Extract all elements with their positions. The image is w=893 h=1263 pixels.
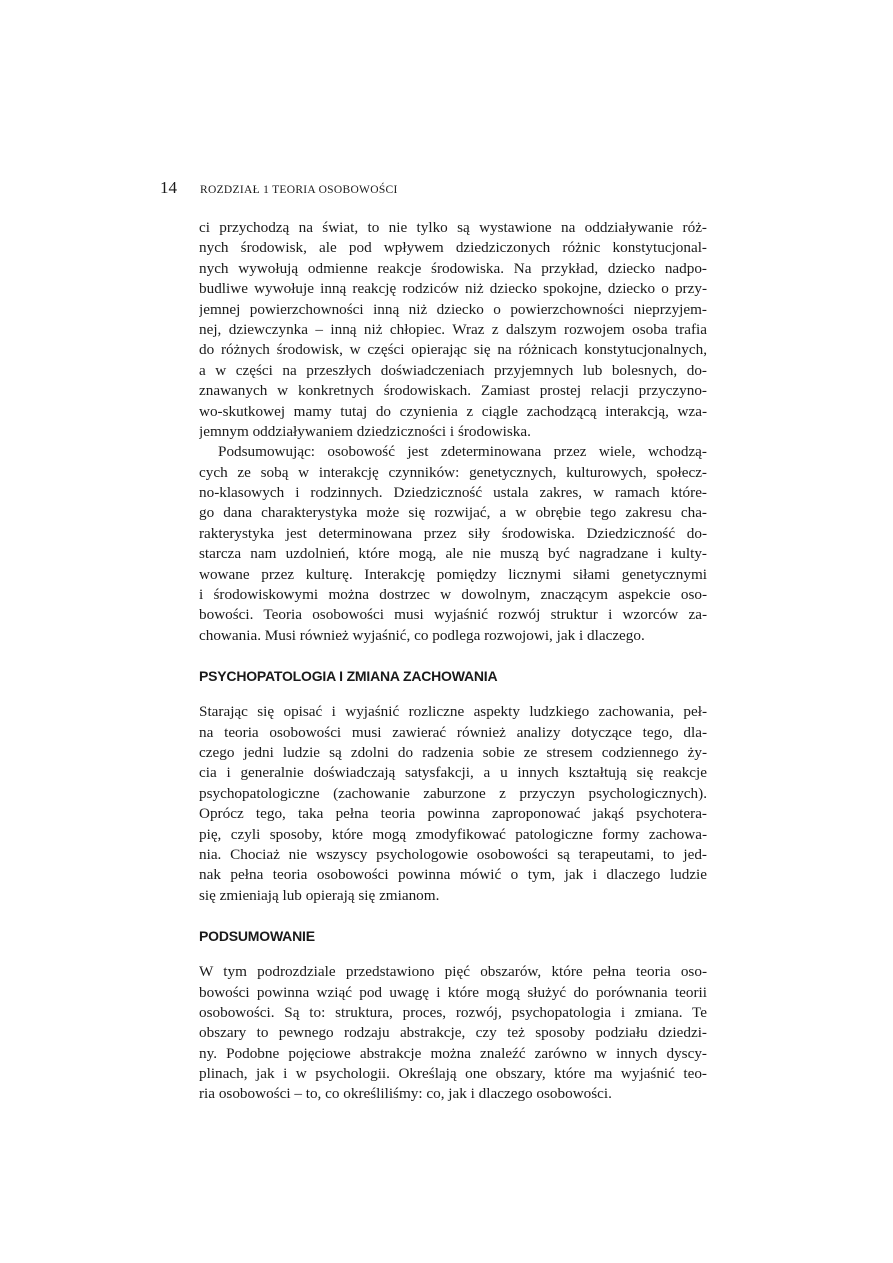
paragraph-intro [199, 218, 707, 442]
text-line: nia. Chociaż nie wszyscy psychologowie osobowości są terapeutami, to jed- [199, 845, 707, 863]
text-line: cia i generalnie doświadczają satysfakcji, a u innych kształtują się reakcje [199, 764, 707, 782]
text-line: Starając się opisać i wyjaśnić rozliczne aspekty ludzkiego zachowania, peł- [199, 703, 707, 721]
text-line: jemnym oddziaływaniem dziedziczności i środowiska. [199, 422, 531, 440]
text-line: nej, dziewczynka – inną niż chłopiec. Wraz z dalszym rozwojem osoba trafia [199, 320, 707, 338]
text-line: na teoria osobowości musi zawierać również analizy dotyczące tego, dla- [199, 723, 707, 741]
text-line: bowości powinna wziąć pod uwagę i które mogą służyć do porównania teorii [199, 983, 707, 1001]
text-line: bowości. Teoria osobowości musi wyjaśnić rozwój struktur i wzorców za- [199, 606, 707, 624]
text-line: chowania. Musi również wyjaśnić, co podlega rozwojowi, jak i dlaczego. [199, 626, 645, 644]
text-line: go dana charakterystyka może się rozwijać, a w obrębie tego zakresu cha- [199, 504, 707, 522]
running-head: ROZDZIAŁ 1 TEORIA OSOBOWOŚCI [200, 184, 398, 196]
text-line: osobowości. Są to: struktura, proces, rozwój, psychopatologia i zmiana. Te [199, 1003, 707, 1021]
paragraph-summary [199, 962, 707, 1105]
text-line: starcza nam uzdolnień, które mogą, ale nie muszą być nagradzane i kulty- [199, 545, 707, 563]
text-line: W tym podrozdziale przedstawiono pięć obszarów, które pełna teoria oso- [199, 963, 707, 981]
text-line: cych ze sobą w interakcję czynników: genetycznych, kulturowych, społecz- [199, 463, 707, 481]
text-line: i środowiskowymi można dostrzec w dowolnym, znaczącym aspekcie oso- [199, 586, 707, 604]
text-line: budliwe wywołuje inną reakcję rodziców niż dziecko spokojne, dziecko o przy- [199, 280, 707, 298]
text-line: no-klasowych i rodzinnych. Dziedziczność ustala zakres, w ramach które- [199, 484, 707, 502]
text-line: wowane przez kulturę. Interakcję pomiędzy licznymi siłami genetycznymi [199, 565, 707, 583]
paragraph-psychopathology [199, 702, 707, 906]
text-line: ria osobowości – to, co określiliśmy: co, jak i dlaczego osobowości. [199, 1085, 612, 1103]
page-number: 14 [160, 178, 177, 197]
text-line: czego jedni ludzie są zdolni do radzenia sobie ze stresem codziennego ży- [199, 743, 707, 761]
text-line: się zmieniają lub opierają się zmianom. [199, 886, 440, 904]
text-line: pię, czyli sposoby, które mogą zmodyfikować patologiczne formy zachowa- [199, 825, 707, 843]
text-line: do różnych środowisk, w części opierając się na różnicach konstytucjonalnych, [199, 341, 707, 359]
page-header [160, 178, 398, 198]
text-line: ny. Podobne pojęciowe abstrakcje można znaleźć zarówno w innych dyscy- [199, 1044, 707, 1062]
text-line: a w części na przeszłych doświadczeniach przyjemnych lub bolesnych, do- [199, 361, 707, 379]
page-content [199, 218, 707, 1105]
text-line: znawanych w konkretnych środowiskach. Zamiast prostej relacji przyczyno- [199, 382, 707, 400]
text-line: wo-skutkowej mamy tutaj do czynienia z ciągle zachodzącą interakcją, wza- [199, 402, 707, 420]
text-line: plinach, jak i w psychologii. Określają one obszary, które ma wyjaśnić teo- [199, 1065, 707, 1083]
section-heading-summary: PODSUMOWANIE [199, 928, 315, 945]
section-heading-psychopathology: PSYCHOPATOLOGIA I ZMIANA ZACHOWANIA [199, 668, 498, 685]
text-line: nych wywołują odmienne reakcje środowiska. Na przykład, dziecko nadpo- [199, 259, 707, 277]
paragraph-summary-of-development [199, 442, 707, 646]
text-line: rakterystyka jest determinowana przez siły środowiska. Dziedziczność do- [199, 524, 707, 542]
text-line: nych środowisk, ale pod wpływem dziedziczonych różnic konstytucjonal- [199, 239, 707, 257]
text-line: psychopatologiczne (zachowanie zaburzone z przyczyn psychologicznych). [199, 784, 707, 802]
text-line: Podsumowując: osobowość jest zdeterminowana przez wiele, wchodzą- [218, 443, 707, 461]
text-line: Oprócz tego, taka pełna teoria powinna zaproponować jakąś psychotera- [199, 805, 707, 823]
text-line: ci przychodzą na świat, to nie tylko są wystawione na oddziaływanie róż- [199, 219, 707, 236]
text-line: jemnej powierzchowności inną niż dziecko o powierzchowności nieprzyjem- [199, 300, 707, 318]
text-line: obszary to pewnego rodzaju abstrakcje, czy też sposoby podziału dziedzi- [199, 1024, 707, 1042]
text-line: nak pełna teoria osobowości powinna mówić o tym, jak i dlaczego ludzie [199, 866, 707, 884]
